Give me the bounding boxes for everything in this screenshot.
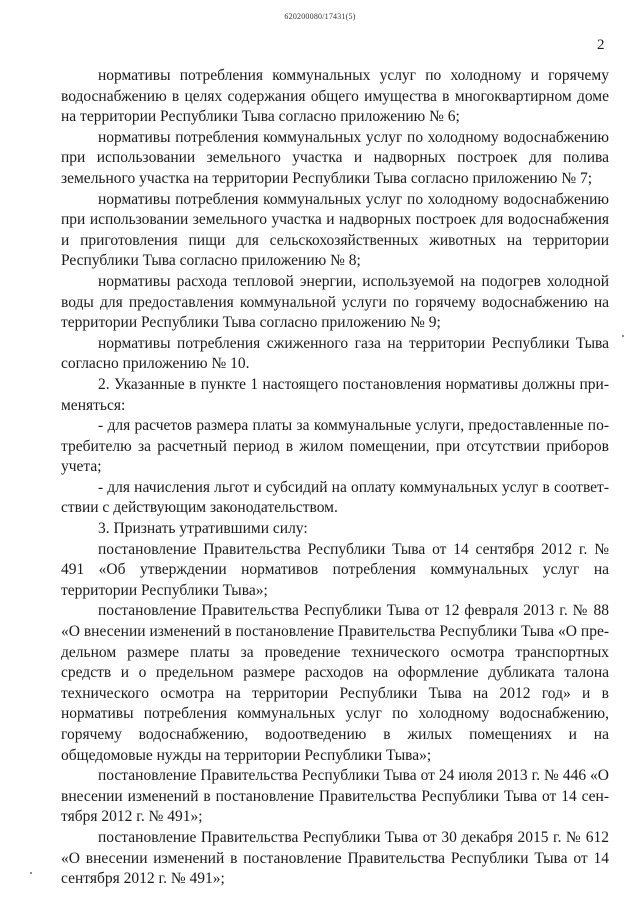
- paragraph: нормативы потребления коммунальных услуг по холодному и горячему водоснабжению в целях содержания общего имущества в многоквартирном доме на территории Республики Тыва согласно приложению № 6;: [61, 67, 609, 126]
- paragraph: нормативы потребления сжиженного газа на территории Республики Тыва согласно приложению № 10.: [61, 334, 609, 373]
- document-body: [61, 66, 609, 890]
- paragraph: нормативы потребления коммунальных услуг по холодному водоснабжению при использовании земельного участка и надворных построек для полива земельного участка на территории Республики Тыва согласно приложению № 7;: [61, 128, 609, 187]
- paragraph: постановление Правительства Республики Тыва от 14 сентября 2012 г. № 491 «Об утверждении нормативов потребления коммунальных услуг на территории Республики Тыва»;: [61, 540, 609, 599]
- paragraph: - для начисления льгот и субсидий на оплату коммунальных услуг в соответствии с действующим законодательством.: [61, 478, 609, 517]
- paragraph: постановление Правительства Республики Тыва от 24 июля 2013 г. № 446 «О внесении изменений в постановление Правительства Республики Тыва от 14 сентября 2012 г. № 491»;: [61, 767, 609, 826]
- paragraph: постановление Правительства Республики Тыва от 12 февраля 2013 г. № 88 «О внесении изменений в постановление Правительства Республики Тыва «О предельном размере платы за проведение технического осмотра транспортных средств и о предельном размере расходов на оформление дубликата талона технического осмотра на территории Республики Тыва на 2012 год» и в нормативы потребления коммунальных услуг по холодному водоснабжению, горячему водоснабжению, водоотведению в жилых помещениях и на общедомовые нужды на территории Республики Тыва»;: [61, 602, 609, 764]
- paragraph: 3. Признать утратившими силу:: [98, 520, 308, 538]
- paragraph: нормативы потребления коммунальных услуг по холодному водоснабжению при использовании земельного участка и надворных построек для водоснабжения и приготовления пищи для сельскохозяйственных животных на территории Республики Тыва согласно приложению № 8;: [61, 190, 609, 270]
- paragraph: нормативы расхода тепловой энергии, используемой на подогрев холодной воды для предоставления коммунальной услуги по горячему водоснабжению на территории Республики Тыва согласно приложению № 9;: [61, 272, 609, 332]
- paragraph: - для расчетов размера платы за коммунальные услуги, предоставленные потребителю за расчетный период в жилом помещении, при отсутствии приборов учета;: [61, 417, 609, 476]
- document-code: 620200080/17431(5): [284, 12, 356, 21]
- scan-speck: [622, 335, 624, 337]
- scan-speck: [30, 872, 32, 874]
- page-number: 2: [597, 37, 605, 53]
- paragraph: 2. Указанные в пункте 1 настоящего постановления нормативы должны применяться:: [61, 375, 609, 414]
- paragraph: постановление Правительства Республики Тыва от 30 декабря 2015 г. № 612 «О внесении изменений в постановление Правительства Республики Тыва от 14 сентября 2012 г. № 491»;: [61, 828, 609, 888]
